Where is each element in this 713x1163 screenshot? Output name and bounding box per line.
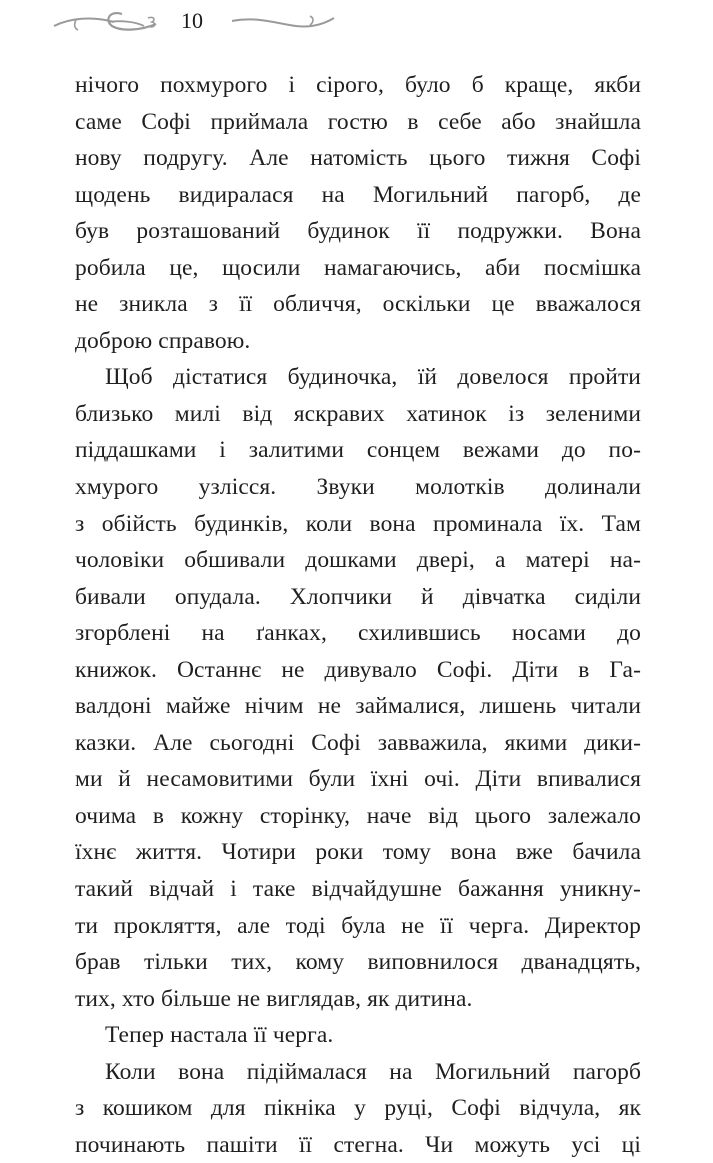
text-line: брав тільки тих, кому виповнилося дванадцять,	[75, 949, 641, 976]
text-line: доброю справою.	[75, 327, 251, 354]
text-line: ти прокляття, але тоді була не її черга. Директор	[75, 912, 641, 939]
page-header	[0, 0, 713, 50]
text-line: щодень видиралася на Могильний пагорб, де	[75, 181, 641, 208]
text-line: казки. Але сьогодні Софі завважила, якими дики-	[75, 729, 641, 756]
text-line: чоловіки обшивали дошками двері, а матері на-	[75, 547, 641, 574]
text-line: саме Софі приймала гостю в себе або знайшла	[75, 108, 641, 135]
swash-ornament-right-icon	[228, 10, 338, 32]
body-text	[75, 67, 641, 1163]
text-line: Тепер настала її черга.	[105, 1022, 334, 1049]
text-line: книжок. Останнє не дивувало Софі. Діти в Га-	[75, 656, 641, 683]
text-line: такий відчай і таке відчайдушне бажання уникну-	[75, 876, 641, 903]
text-line: тих, хто більше не виглядав, як дитина.	[75, 985, 473, 1012]
page-number: 10	[181, 8, 203, 33]
text-line: піддашками і залитими сонцем вежами до по-	[75, 437, 641, 464]
text-line: не зникла з її обличчя, оскільки це вважалося	[75, 291, 641, 318]
text-line: близько милі від яскравих хатинок із зеленими	[75, 400, 641, 427]
text-line: валдоні майже нічим не займалися, лишень читали	[75, 693, 641, 720]
text-line: очима в кожну сторінку, наче від цього залежало	[75, 802, 641, 829]
text-line: нічого похмурого і сірого, було б краще, якби	[75, 72, 641, 98]
text-line: хмурого узлісся. Звуки молотків долинали	[75, 474, 641, 501]
text-line: нову подругу. Але натомість цього тижня Софі	[75, 145, 641, 172]
text-line: Коли вона підіймалася на Могильний пагорб	[105, 1058, 641, 1085]
flourish-ornament-left-icon	[52, 8, 162, 34]
text-line: згорблені на ґанках, схилившись носами до	[75, 620, 641, 647]
text-line: з обійсть будинків, коли вона проминала їх. Там	[75, 510, 641, 537]
text-line: ми й несамовитими були їхні очі. Діти впивалися	[75, 766, 641, 793]
text-line: починають пашіти її стегна. Чи можуть усі ці	[75, 1131, 641, 1158]
text-line: їхнє життя. Чотири роки тому вона вже бачила	[75, 839, 641, 866]
text-line: був розташований будинок її подружки. Вона	[75, 218, 641, 245]
text-line: з кошиком для пікніка у руці, Софі відчула, як	[75, 1095, 641, 1122]
text-line: Щоб дістатися будиночка, їй довелося пройти	[105, 364, 641, 391]
text-line: робила це, щосили намагаючись, аби посмішка	[75, 254, 641, 281]
text-line: бивали опудала. Хлопчики й дівчатка сиділи	[75, 583, 641, 610]
